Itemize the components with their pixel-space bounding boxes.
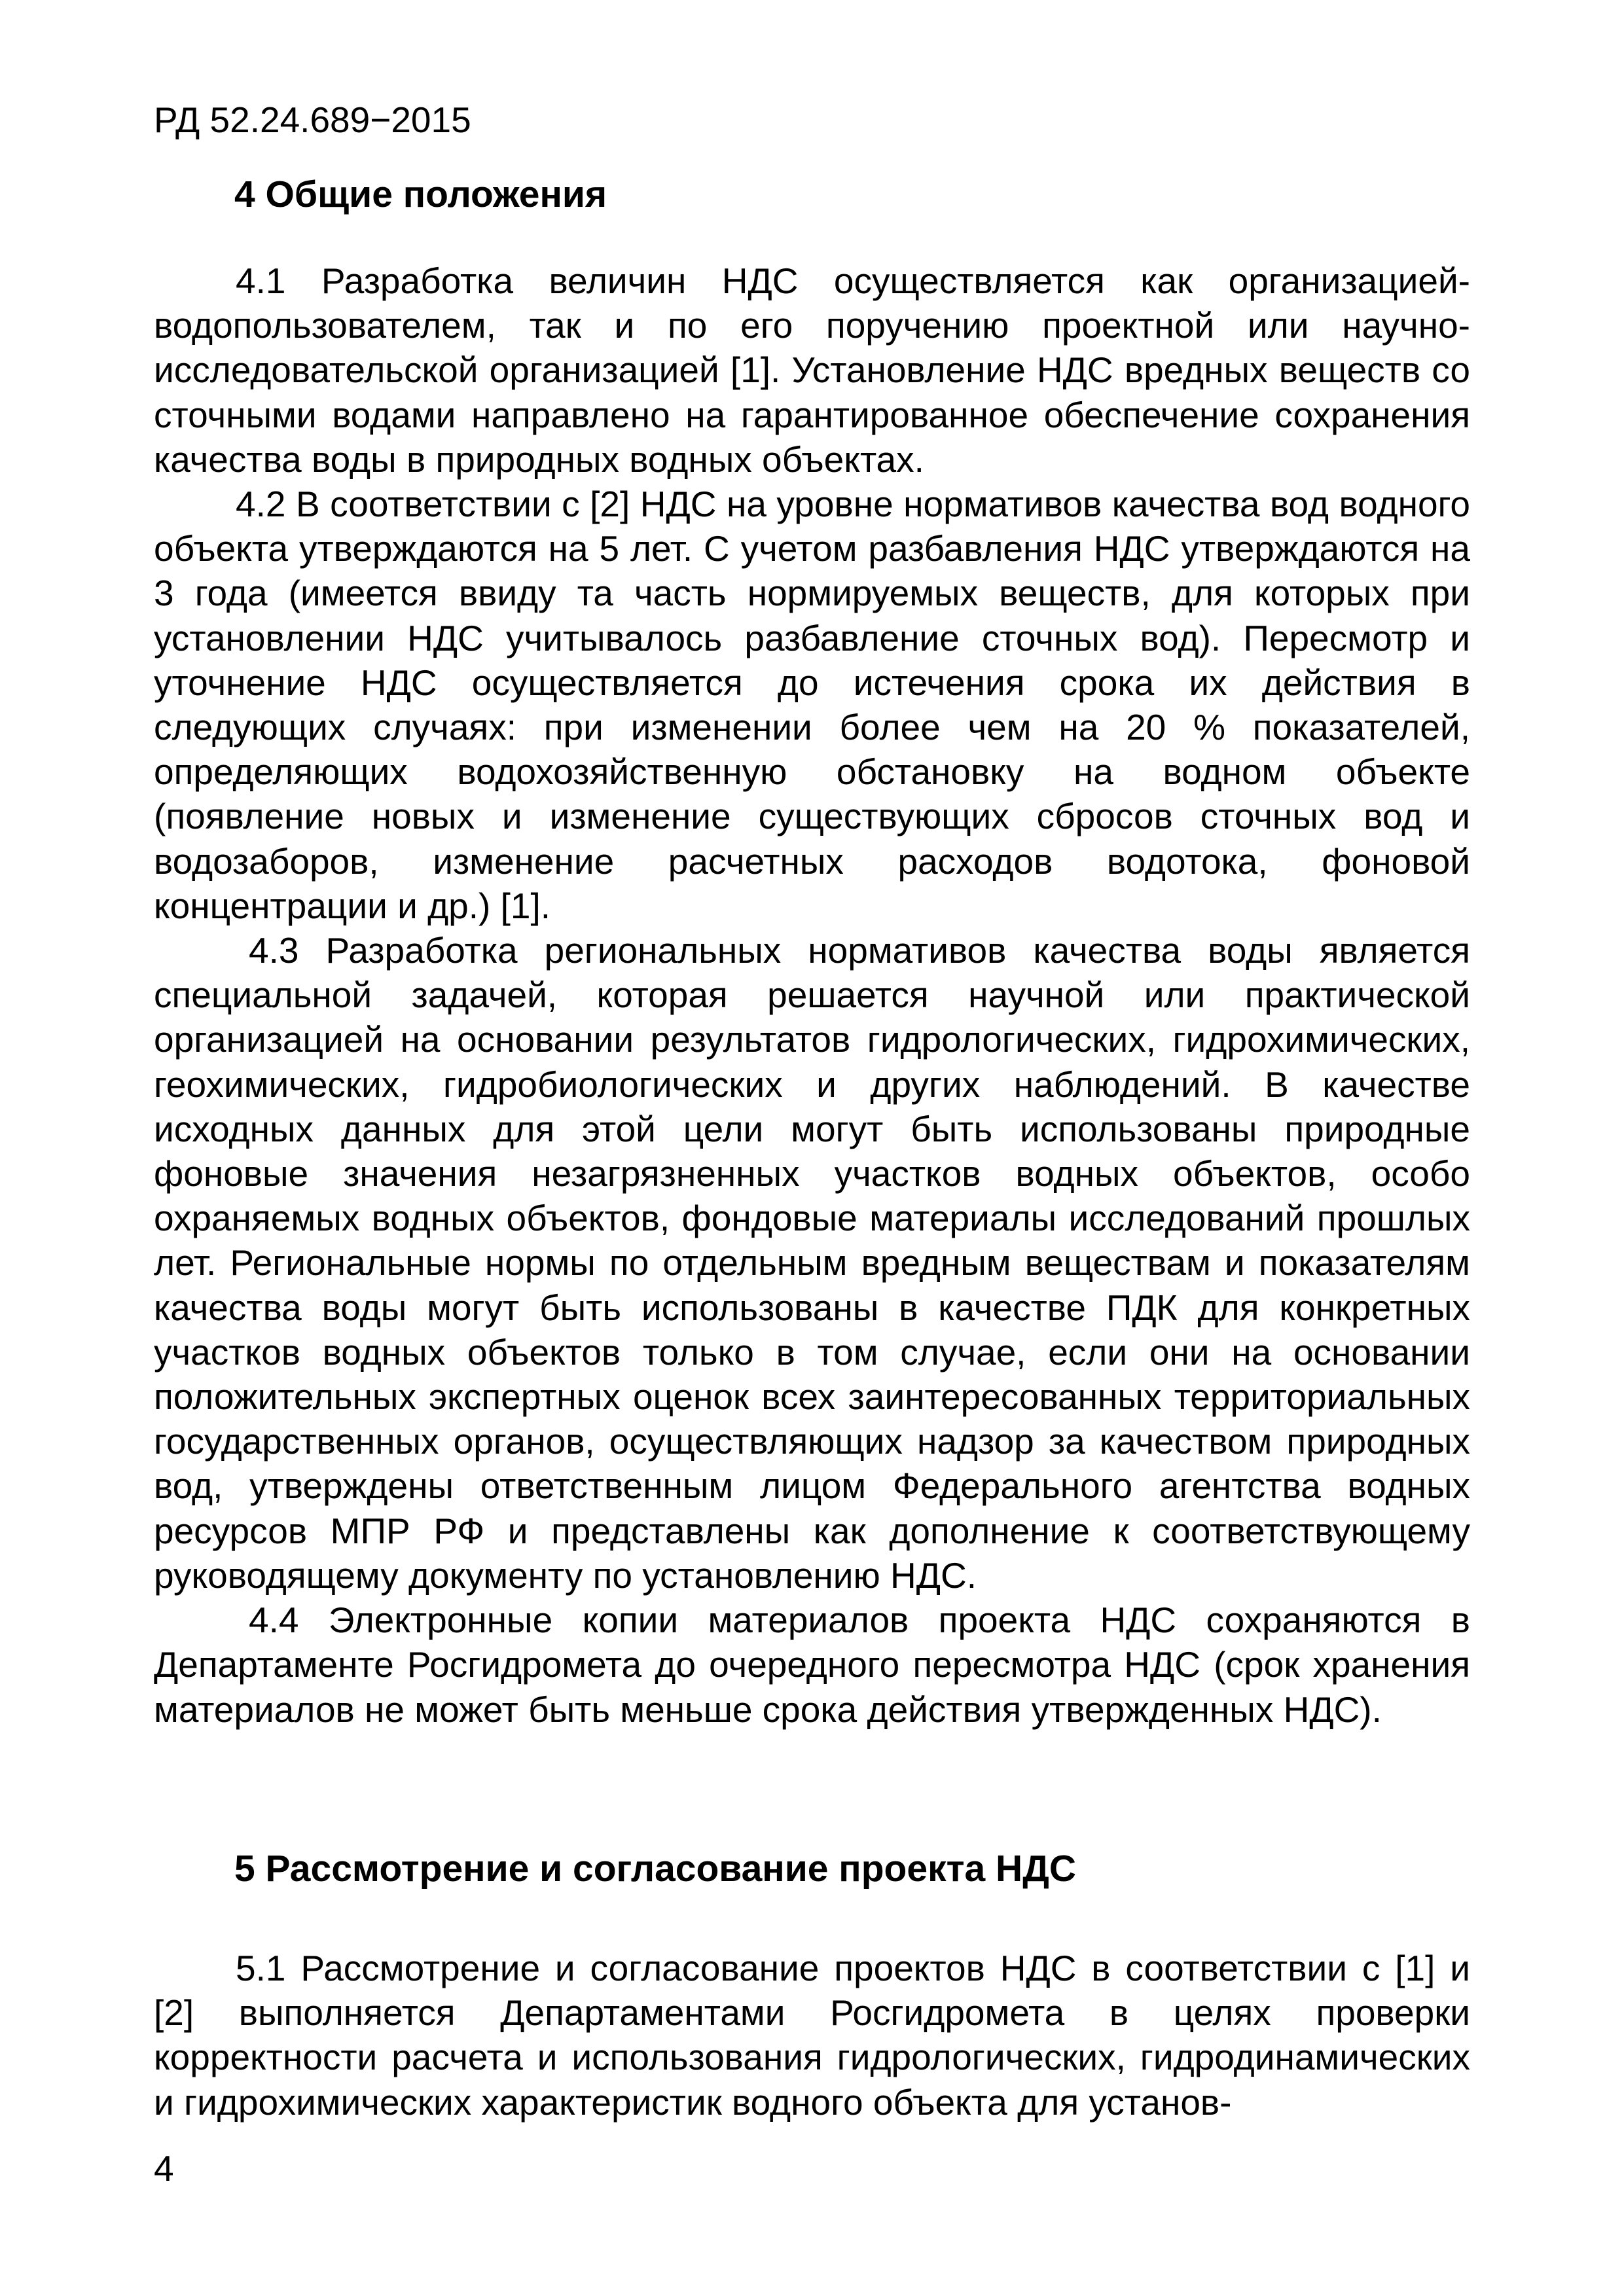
paragraph-5-1: 5.1 Рассмотрение и согласование проектов НДС в соответствии с [1] и [2] выполняется Департаментами Росгидромета в целях проверки корректности расчета и использования гидрологических, гидродинамических и гидрохимических характеристик водного объекта для установ- (154, 1948, 1470, 2123)
section-5-body (154, 1946, 1470, 2125)
paragraph-4-4: 4.4 Электронные копии материалов проекта НДС сохраняются в Департаменте Росгидромета до очередного пересмотра НДС (срок хранения материалов не может быть меньше срока действия утвержденных НДС). (154, 1600, 1470, 1730)
section-4-heading: 4 Общие положения (234, 173, 607, 215)
section-5-heading: 5 Рассмотрение и согласование проекта НДС (234, 1848, 1076, 1890)
section-4-body (154, 259, 1470, 1732)
paragraph-4-1: 4.1 Разработка величин НДС осуществляется как организацией-водопользователем, так и по его поручению проектной или научно-исследовательской организацией [1]. Установление НДС вредных веществ со сточными водами направлено на гарантированное обеспечение сохранения качества воды в природных водных объектах. (154, 260, 1470, 480)
paragraph-4-3: 4.3 Разработка региональных нормативов качества воды является специальной задачей, которая решается научной или практической организацией на основании результатов гидрологических, гидрохимических, геохимических, гидробиологических и других наблюдений. В качестве исходных данных для этой цели могут быть использованы природные фоновые значения незагрязненных участков водных объектов, особо охраняемых водных объектов, фондовые материалы исследований прошлых лет. Региональные нормы по отдельным вредным веществам и показателям качества воды могут быть использованы в качестве ПДК для конкретных участков водных объектов только в том случае, если они на основании положительных экспертных оценок всех заинтересованных территориальных государственных органов, осуществляющих надзор за качеством природных вод, утверждены ответственным лицом Федерального агентства водных ресурсов МПР РФ и представлены как дополнение к соответствующему руководящему документу по установлению НДС. (154, 930, 1470, 1596)
paragraph-4-2: 4.2 В соответствии с [2] НДС на уровне нормативов качества вод водного объекта утверждаются на 5 лет. С учетом разбавления НДС утверждаются на 3 года (имеется ввиду та часть нормируемых веществ, для которых при установлении НДС учитывалось разбавление сточных вод). Пересмотр и уточнение НДС осуществляется до истечения срока их действия в следующих случаях: при изменении более чем на 20 % показателей, определяющих водохозяйственную обстановку на водном объекте (появление новых и изменение существующих сбросов сточных вод и водозаборов, изменение расчетных расходов водотока, фоновой концентрации и др.) [1]. (154, 484, 1470, 926)
document-code: РД 52.24.689−2015 (154, 99, 471, 140)
page-number: 4 (154, 2148, 174, 2189)
